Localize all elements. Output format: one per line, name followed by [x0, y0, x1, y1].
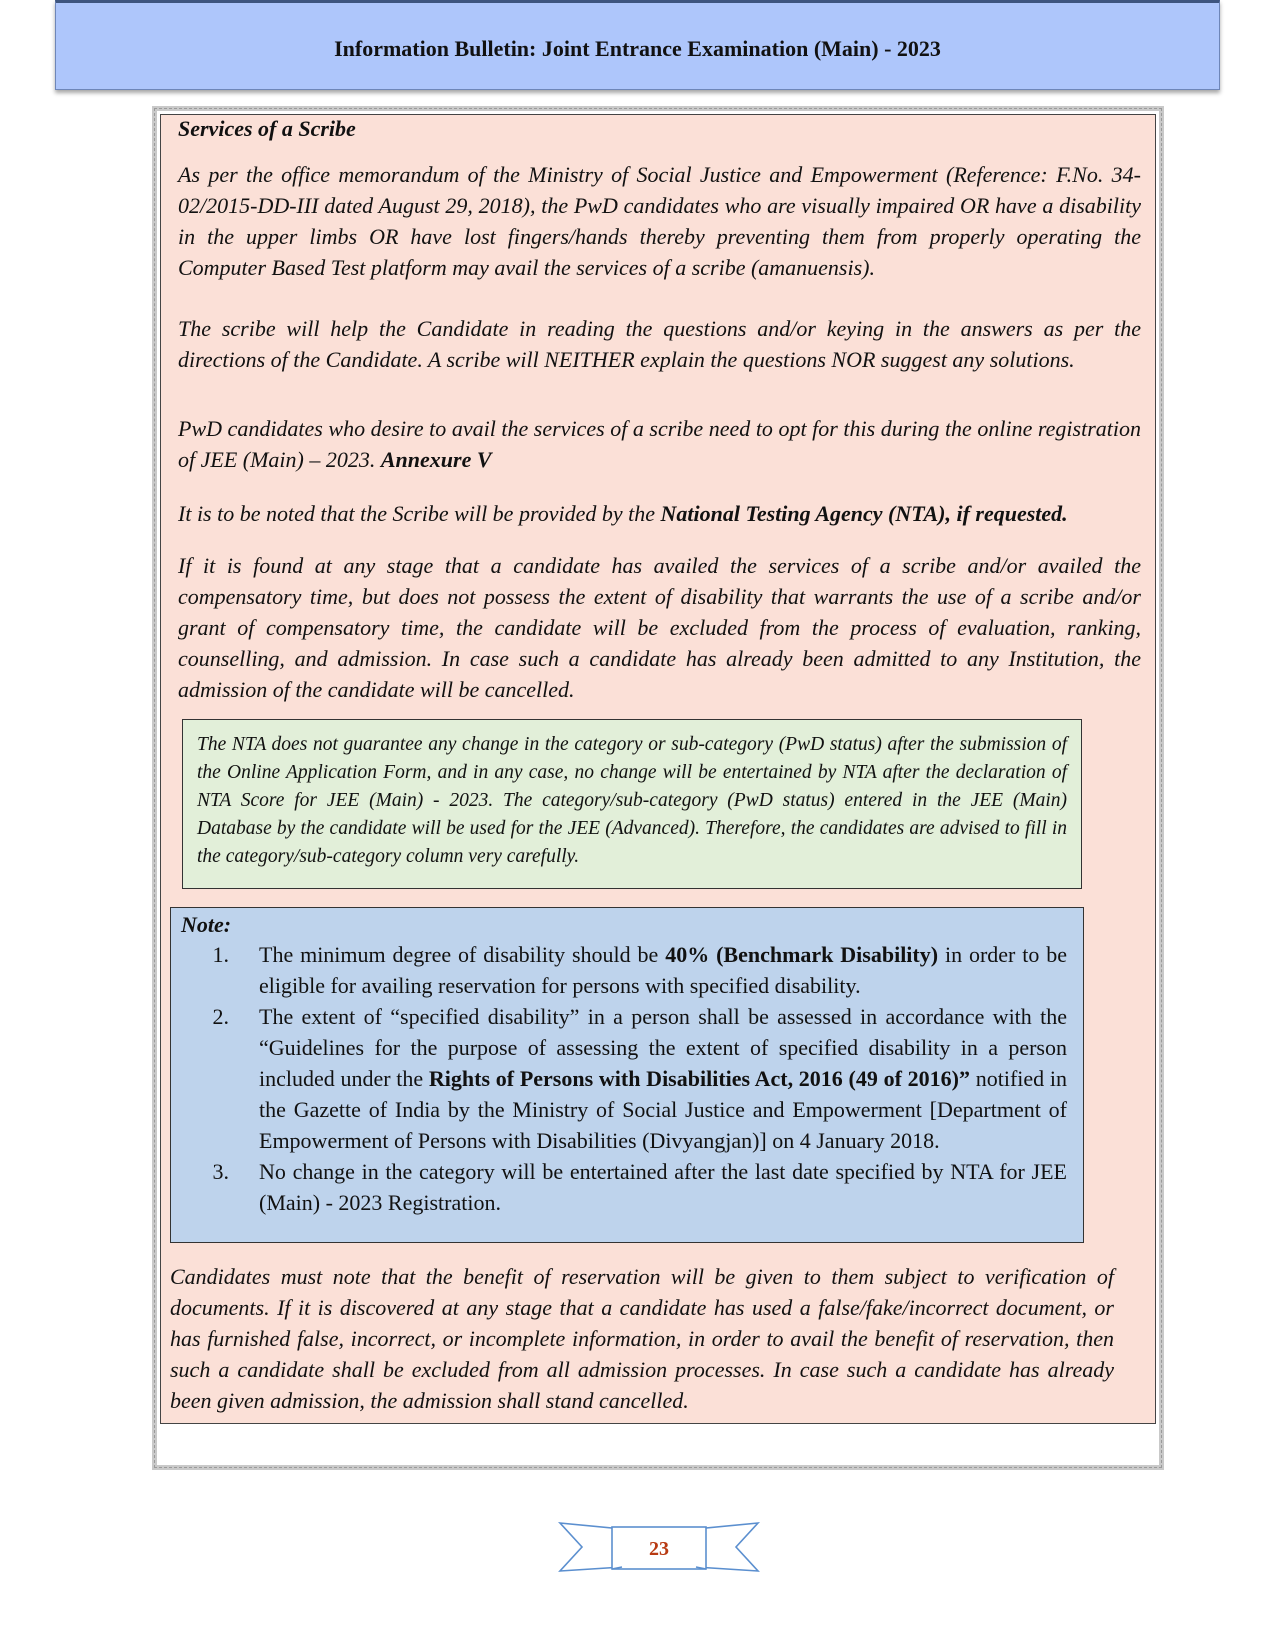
note-item-2-bold: Rights of Persons with Disabilities Act, 2016 (49 of 2016)”	[428, 1066, 970, 1091]
scribe-paragraph-4	[178, 498, 1141, 529]
section-title: Services of a Scribe	[178, 116, 356, 141]
reservation-verification-paragraph: Candidates must note that the benefit of reservation will be given to them subject to verification of documents. If it is discovered at any stage that a candidate has used a false/fake/incorrect document, or has furnished false, incorrect, or incomplete information, in order to avail the benefit of reservation, then such a candidate shall be excluded from all admission processes. In case such a candidate has already been given admission, the admission shall stand cancelled.	[170, 1264, 1114, 1413]
note-item	[181, 1156, 1083, 1218]
note-item-2-post: notified in the Gazette of India by the Ministry of Social Justice and Empowerment [Department of Empowerment of Persons with Disabilities (Divyangjan)] on 4 January 2018.	[259, 1066, 1067, 1153]
note-label: Note:	[181, 912, 232, 937]
note-item	[181, 939, 1083, 1001]
note-item-1-pre: The minimum degree of disability should be	[259, 942, 659, 967]
scribe-paragraph-3	[178, 413, 1141, 475]
header-title: Information Bulletin: Joint Entrance Examination (Main) - 2023	[334, 36, 941, 61]
scribe-paragraph-2: The scribe will help the Candidate in reading the questions and/or keying in the answers as per the directions of the Candidate. A scribe will NEITHER explain the questions NOR suggest any solutions.	[178, 316, 1141, 372]
page-number: 23	[649, 1537, 669, 1560]
note-item-text	[259, 1001, 1067, 1156]
note-item-number: 3.	[212, 1159, 229, 1184]
note-item-1-post: in order to be eligible for availing reservation for persons with specified disability.	[259, 942, 1068, 998]
scribe-paragraph-1: As per the office memorandum of the Ministry of Social Justice and Empowerment (Reference: F.No. 34-02/2015-DD-III dated August 29, 2018), the PwD candidates who are visually impaired OR have a disability in the upper limbs OR have lost fingers/hands thereby preventing them from properly operating the Computer Based Test platform may avail the services of a scribe (amanuensis).	[178, 162, 1141, 280]
scribe-paragraph-5: If it is found at any stage that a candidate has availed the services of a scribe and/or availed the compensatory time, but does not possess the extent of disability that warrants the use of a scribe and/or grant of compensatory time, the candidate will be excluded from the process of evaluation, ranking, counselling, and admission. In case such a candidate has already been admitted to any Institution, the admission of the candidate will be cancelled.	[178, 553, 1141, 702]
note-item-text	[259, 939, 1067, 1001]
note-item-1-bold: 40% (Benchmark Disability)	[665, 942, 939, 967]
page-header	[55, 0, 1220, 90]
category-notice-box	[182, 719, 1082, 889]
scribe-paragraph-4-text: It is to be noted that the Scribe will be provided by the	[178, 501, 655, 526]
note-item-number: 2.	[212, 1004, 229, 1029]
scribe-paragraph-3-text: PwD candidates who desire to avail the services of a scribe need to opt for this during the online registration of JEE (Main) – 2023.	[178, 416, 1141, 472]
annexure-reference: Annexure V	[380, 447, 492, 472]
note-item-2-pre: The extent of “specified disability” in a person shall be assessed in accordance with the “Guidelines for the purpose of assessing the extent of specified disability in a person included under the	[259, 1004, 1067, 1091]
category-notice-text: The NTA does not guarantee any change in the category or sub-category (PwD status) after the submission of the Online Application Form, and in any case, no change will be entertained by NTA after the declaration of NTA Score for JEE (Main) - 2023. The category/sub-category (PwD status) entered in the JEE (Main) Database by the candidate will be used for the JEE (Advanced). Therefore, the candidates are advised to fill in the category/sub-category column very carefully.	[197, 734, 1067, 867]
note-item	[181, 1001, 1083, 1156]
note-item-number: 1.	[212, 942, 229, 967]
note-box	[170, 907, 1084, 1243]
nta-reference: National Testing Agency (NTA), if requested.	[660, 501, 1068, 526]
note-item-text: No change in the category will be entertained after the last date specified by NTA for JEE (Main) - 2023 Registration.	[259, 1159, 1067, 1215]
page-number-ribbon	[556, 1517, 762, 1585]
